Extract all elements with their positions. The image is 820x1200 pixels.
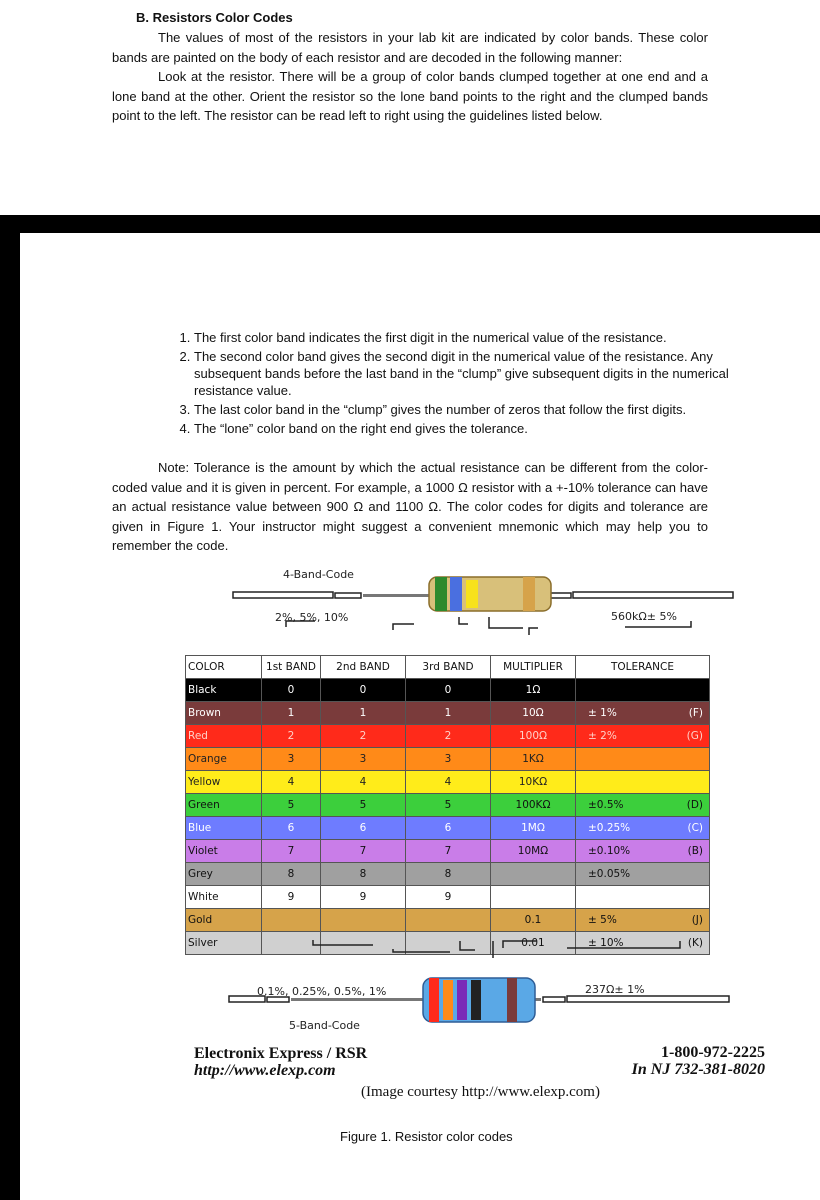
list-item: 2. The second color band gives the second digit in the numerical value of the resistance. Any subsequent bands before the last band in the “clump” give subsequent digits in the numerical resistance value. [194,348,782,399]
row-tolerance [576,886,710,909]
tolerance-value: ± 10% [588,937,624,949]
row-tolerance [576,771,710,794]
list-item: 3. The last color band in the “clump” gives the number of zeros that follow the first digits. [194,401,782,418]
reading-steps-list [168,329,782,439]
five-band-example-value: 237Ω± 1% [585,983,645,996]
four-band-resistor [429,577,551,611]
table-row [186,817,710,840]
list-item: 4. The “lone” color band on the right end gives the tolerance. [194,420,782,437]
row-color-name: Orange [186,748,262,771]
row-second-band: 1 [321,702,406,725]
table-row [186,702,710,725]
company-name: Electronix Express / RSR [194,1045,368,1062]
row-multiplier: 1KΩ [491,748,576,771]
tolerance-value: ±0.05% [588,868,631,880]
row-multiplier: 1Ω [491,679,576,702]
row-color-name: Gold [186,909,262,932]
figure-caption: Figure 1. Resistor color codes [340,1129,513,1144]
row-tolerance [576,863,710,886]
table-row [186,886,710,909]
table-row [186,771,710,794]
row-multiplier: 10KΩ [491,771,576,794]
row-second-band: 2 [321,725,406,748]
tolerance-letter-code: (J) [691,914,703,926]
image-courtesy: (Image courtesy http://www.elexp.com) [361,1084,600,1100]
row-second-band: 9 [321,886,406,909]
row-third-band: 9 [406,886,491,909]
row-color-name: Green [186,794,262,817]
row-first-band: 8 [262,863,321,886]
list-item: 1. The first color band indicates the first digit in the numerical value of the resistance. [194,329,782,346]
tolerance-letter-code: (B) [687,845,703,857]
header-third-band: 3rd BAND [406,656,491,679]
color-code-table [185,655,710,955]
table-row [186,679,710,702]
four-band-tolerance-options: 2%, 5%, 10% [275,611,349,624]
tolerance-letter-code: (G) [686,730,703,742]
row-third-band: 5 [406,794,491,817]
row-second-band: 5 [321,794,406,817]
table-row [186,748,710,771]
row-multiplier: 0.01 [491,932,576,955]
five-band-tolerance-options: 0.1%, 0.25%, 0.5%, 1% [257,985,387,998]
header-first-band: 1st BAND [262,656,321,679]
row-tolerance [576,840,710,863]
row-first-band: 7 [262,840,321,863]
tolerance-letter-code: (D) [686,799,703,811]
table-row [186,840,710,863]
section-heading: B. Resistors Color Codes [136,10,293,25]
row-color-name: Yellow [186,771,262,794]
tolerance-value: ±0.10% [588,845,631,857]
row-tolerance [576,794,710,817]
tolerance-letter-code: (C) [687,822,703,834]
row-first-band: 2 [262,725,321,748]
four-band-resistor-diagram [185,568,767,663]
row-color-name: Violet [186,840,262,863]
tolerance-value: ± 1% [588,707,617,719]
tolerance-note: Note: Tolerance is the amount by which the actual resistance can be different from the color-coded value and it is given in percent. For example, a 1000 Ω resistor with a +-10% tolerance can have an actual resistance value between 900 Ω and 1100 Ω. The color codes for digits and tolerance are given in Figure 1. Your instructor might suggest a convenient mnemonic which may help you to remember the code. [112,460,708,553]
phone-number: 1-800-972-2225 [661,1044,765,1061]
row-multiplier: 10MΩ [491,840,576,863]
header-multiplier: MULTIPLIER [491,656,576,679]
row-multiplier: 10Ω [491,702,576,725]
row-second-band: 0 [321,679,406,702]
row-third-band: 7 [406,840,491,863]
row-multiplier: 100Ω [491,725,576,748]
table-row [186,863,710,886]
row-first-band: 5 [262,794,321,817]
row-color-name: Red [186,725,262,748]
nj-phone-number: In NJ 732-381-8020 [631,1061,765,1078]
four-band-title: 4-Band-Code [283,568,354,581]
row-tolerance [576,748,710,771]
table-row [186,909,710,932]
row-second-band: 6 [321,817,406,840]
table-row [186,794,710,817]
row-second-band: 4 [321,771,406,794]
row-color-name: Silver [186,932,262,955]
row-third-band: 4 [406,771,491,794]
row-first-band: 1 [262,702,321,725]
five-band-title: 5-Band-Code [289,1019,360,1032]
row-first-band: 0 [262,679,321,702]
row-multiplier [491,863,576,886]
row-second-band [321,909,406,932]
row-color-name: Blue [186,817,262,840]
company-url: http://www.elexp.com [194,1062,336,1079]
row-second-band: 8 [321,863,406,886]
document-page-2 [20,233,820,1200]
row-third-band: 0 [406,679,491,702]
row-third-band: 3 [406,748,491,771]
row-second-band: 7 [321,840,406,863]
row-tolerance [576,702,710,725]
row-multiplier: 0.1 [491,909,576,932]
row-tolerance [576,909,710,932]
row-first-band: 6 [262,817,321,840]
tolerance-letter-code: (K) [687,937,703,949]
row-tolerance [576,817,710,840]
row-multiplier: 1MΩ [491,817,576,840]
row-third-band: 8 [406,863,491,886]
row-color-name: Brown [186,702,262,725]
row-first-band: 9 [262,886,321,909]
tolerance-value: ±0.5% [588,799,624,811]
table-row [186,725,710,748]
row-multiplier [491,886,576,909]
row-first-band: 4 [262,771,321,794]
tolerance-value: ± 2% [588,730,617,742]
five-band-resistor [423,978,535,1022]
document-page-1 [0,0,820,215]
row-tolerance [576,725,710,748]
row-first-band: 3 [262,748,321,771]
row-third-band: 6 [406,817,491,840]
row-multiplier: 100KΩ [491,794,576,817]
row-color-name: Grey [186,863,262,886]
row-tolerance [576,679,710,702]
four-band-example-value: 560kΩ± 5% [611,610,677,623]
row-color-name: Black [186,679,262,702]
row-color-name: White [186,886,262,909]
tolerance-letter-code: (F) [688,707,703,719]
resistor-color-code-figure [185,568,767,1143]
row-second-band: 3 [321,748,406,771]
header-tolerance: TOLERANCE [576,656,710,679]
table-header-row [186,656,710,679]
row-third-band: 2 [406,725,491,748]
tolerance-value: ±0.25% [588,822,631,834]
row-first-band [262,909,321,932]
row-third-band: 1 [406,702,491,725]
intro-paragraph-1: The values of most of the resistors in your lab kit are indicated by color bands. These color bands are painted on the body of each resistor and are decoded in the following manner: [112,30,708,65]
intro-paragraph-2: Look at the resistor. There will be a group of color bands clumped together at one end and a lone band at the other. Orient the resistor so the lone band points to the right and the clumped bands point to the left. The resistor can be read left to right using the guidelines listed below. [112,69,708,123]
header-color: COLOR [186,656,262,679]
header-second-band: 2nd BAND [321,656,406,679]
tolerance-value: ± 5% [588,914,617,926]
row-third-band [406,909,491,932]
